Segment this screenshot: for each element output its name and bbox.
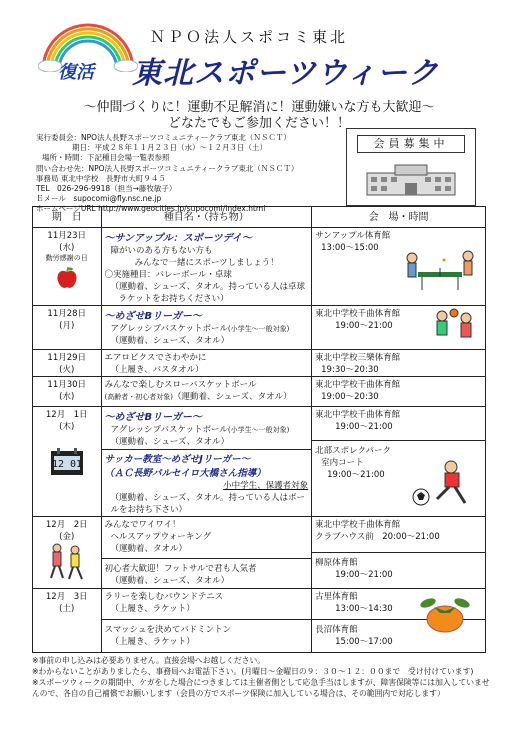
venue-cell xyxy=(312,350,486,377)
school-building-icon xyxy=(365,159,457,199)
venue-time: 19:00〜21:00 xyxy=(335,321,393,331)
event-line: ヘルスアップウォーキング xyxy=(110,532,212,542)
event-title: 〜めざせBリーガー〜 xyxy=(104,412,202,423)
venue-time: 19:00〜21:00 xyxy=(327,470,385,480)
date-cell xyxy=(33,350,102,377)
event-name: アグレッシブバスケットボール xyxy=(110,425,228,435)
info-committee: 実行委員会：NPO法人長野スポーツコミュニティークラブ東北（ＮＳＣＴ） xyxy=(36,133,291,142)
date-cell xyxy=(33,407,102,517)
subtitle-line-1: 〜仲間づくりに！運動不足解消に！運動嫌いな方も大歓迎〜 xyxy=(83,100,435,115)
venue-cell xyxy=(312,589,486,653)
weekday: (金) xyxy=(59,532,75,542)
event-cell xyxy=(101,589,312,653)
venue-name-2: クラブハウス前 xyxy=(315,532,374,542)
schedule-table xyxy=(32,206,486,653)
event-title: サッカー教室〜めざせJリーガー〜 xyxy=(104,454,251,465)
venue-name-2: 室内コート xyxy=(321,458,364,468)
event-line: （運動着、シューズ、タオル。持っている人は卓球 xyxy=(110,282,305,292)
date-cell xyxy=(33,517,102,589)
date-cell xyxy=(33,589,102,653)
event-line: （運動着、シューズ、タオル） xyxy=(110,336,230,346)
venue-time: 20:00〜21:00 xyxy=(382,532,440,542)
event-target: (高齢者・初心者対象) xyxy=(104,393,173,401)
weekday: (水) xyxy=(59,243,75,253)
event-cell xyxy=(101,350,312,377)
event-line xyxy=(105,390,309,402)
svg-text:12 01: 12 01 xyxy=(51,459,82,470)
venue-time: 19:30〜20:30 xyxy=(321,365,379,375)
weekday: (火) xyxy=(59,365,75,375)
event-line: （運動着、シューズ、タオル。持っている人はボー xyxy=(110,493,305,503)
member-recruit-label: 会員募集中 xyxy=(357,135,465,153)
header-event: 種目名・（持ち物） xyxy=(101,207,312,228)
walkers-icon xyxy=(45,542,89,582)
holiday-note: 勤労感謝の日 xyxy=(45,254,88,262)
event-cell xyxy=(101,407,312,517)
event-line: ラケットをお持ちください） xyxy=(118,294,229,304)
table-row xyxy=(33,517,486,589)
notes xyxy=(32,655,492,699)
venue-name: 古里体育館 xyxy=(315,592,358,602)
event-line xyxy=(105,322,309,334)
event-line: 障がいのある方もない方も xyxy=(110,246,213,256)
venue-name: サンアップル体育館 xyxy=(315,231,391,241)
info-office: 事務局 東北中学校 長野市大町９４５ xyxy=(36,173,166,183)
weekday: (木) xyxy=(59,422,75,432)
table-row xyxy=(33,350,486,377)
member-recruit-box xyxy=(346,128,476,206)
note-item: ※スポーツウィークの期間中、ケガをした場合につきましては主催者側として応急手当はしますが、障害保険等には加入していませんので、各自の自己補償でお願いします（会員の方でスポーツ保険に加入している場合は、その範囲内で対応します） xyxy=(32,678,490,698)
event-line: ラリーを楽しむバウンドテニス xyxy=(104,592,224,602)
event-line: （運動着、シューズ、タオル） xyxy=(110,576,230,586)
event-line: ルをお持ち下さい） xyxy=(110,505,188,515)
weekday: (水) xyxy=(59,392,75,402)
header-venue: 会 場・時間 xyxy=(312,207,486,228)
revival-badge: 復活 xyxy=(58,62,94,83)
table-tennis-icon xyxy=(404,246,476,294)
event-items: （運動着、シューズ、タオル） xyxy=(172,392,292,402)
event-cell xyxy=(101,377,312,407)
info-tel: TEL 026-296-9918（担当→藤牧敏子） xyxy=(36,184,177,194)
event-line: みんなで一緒にスポーツしましょう！ xyxy=(134,258,279,268)
table-row xyxy=(33,589,486,653)
event-line: みんなでワイワイ！ xyxy=(104,520,181,530)
date-cell xyxy=(33,228,102,306)
weekday: (月) xyxy=(59,321,75,331)
event-info xyxy=(36,133,298,215)
venue-name: 東北中学校千曲体育館 xyxy=(315,380,401,390)
event-title-2: （ＡＣ長野パルセイロ大橋さん指導） xyxy=(104,468,266,479)
venue-cell xyxy=(312,228,486,306)
venue-cell xyxy=(312,377,486,407)
persimmon-icon xyxy=(420,595,470,633)
date: 12月 2日 xyxy=(45,520,88,530)
venue-cell xyxy=(312,306,486,350)
venue-time: 19:00〜21:00 xyxy=(335,422,393,432)
date: 11月23日 xyxy=(47,231,87,241)
info-period: 期日：平成２８年１１月２３日（水）〜１２月３日（土） xyxy=(72,143,267,153)
apple-icon xyxy=(56,266,78,290)
table-row xyxy=(33,228,486,306)
date: 11月30日 xyxy=(47,380,87,390)
event-line: 初心者大歓迎！フットサルで君も人気者 xyxy=(104,564,257,574)
date-cell xyxy=(33,377,102,407)
venue-name: 東北中学校千曲体育館 xyxy=(315,520,401,530)
venue-name: 東北中学校三樂体育館 xyxy=(315,353,401,363)
event-line xyxy=(105,423,309,435)
event-line: （運動着、シューズ、タオル） xyxy=(110,437,230,447)
event-line: （上履き、ラケット） xyxy=(110,637,195,647)
event-cell xyxy=(101,228,312,306)
venue-line xyxy=(315,530,482,542)
event-target: (小学生〜一般対象) xyxy=(227,325,290,333)
info-homepage[interactable]: ホームページURL http://www.geocities.jp/supocomi/index.html xyxy=(36,204,266,214)
event-line: スマッシュを決めてバドミントン xyxy=(104,625,232,635)
page-title: 東北スポーツウィーク xyxy=(132,56,439,91)
venue-time: 19:00〜21:00 xyxy=(335,570,393,580)
calendar-icon xyxy=(50,448,84,476)
weekday: (土) xyxy=(59,604,75,614)
venue-name: 長沼体育館 xyxy=(315,625,358,635)
event-line: （上履き、ラケット） xyxy=(110,604,195,614)
event-name: アグレッシブバスケットボール xyxy=(110,324,228,334)
table-header-row xyxy=(33,207,486,228)
event-target: (小学生〜一般対象) xyxy=(227,426,290,434)
subtitle-line-2: どなたでもご参加ください！！ xyxy=(167,116,350,131)
date-cell xyxy=(33,306,102,350)
note-item: ※事前の申し込みは必要ありません。直接会場へお越しください。 xyxy=(32,656,266,665)
info-email[interactable]: Ｅメール supocomi@fly.nsc.ne.jp xyxy=(36,194,162,204)
basketball-icon xyxy=(430,308,480,348)
info-contact: 問い合わせ先：NPO法人長野スポーツコミュニティークラブ東北（ＮＳＣＴ） xyxy=(36,163,299,173)
info-place: 場所・時間：下記種目会場一覧表参照 xyxy=(42,153,170,163)
event-cell xyxy=(101,517,312,589)
table-row xyxy=(33,407,486,517)
venue-name: 北部スポレクパーク xyxy=(315,446,391,456)
event-line: みんなで楽しむスローバスケットボール xyxy=(104,380,257,390)
date: 11月28日 xyxy=(47,309,87,319)
venue-time: 19:00〜20:30 xyxy=(321,392,379,402)
date: 12月 1日 xyxy=(45,410,88,420)
date: 11月29日 xyxy=(47,353,87,363)
venue-name: 東北中学校千曲体育館 xyxy=(315,410,401,420)
venue-cell xyxy=(312,517,486,589)
event-title: 〜サンアップル：スポーツデイ〜 xyxy=(104,233,252,244)
venue-time: 13:00〜15:00 xyxy=(321,243,379,253)
event-target: 小中学生、保護者対象 xyxy=(223,481,309,491)
date: 12月 3日 xyxy=(45,592,88,602)
event-line: （上履き、バスタオル） xyxy=(110,365,204,375)
soccer-icon xyxy=(407,459,477,509)
venue-cell xyxy=(312,407,486,517)
table-row xyxy=(33,306,486,350)
venue-time: 15:00〜17:00 xyxy=(335,637,393,647)
table-row xyxy=(33,377,486,407)
venue-name: 柳原体育館 xyxy=(315,558,358,568)
note-item: ※わからないことがありましたら、事務局へお電話下さい。(月曜日〜金曜日の９：３０〜１２：００まで 受け付けています) xyxy=(32,667,474,676)
event-cell xyxy=(101,306,312,350)
event-line: エアロビクスでさわやかに xyxy=(104,353,207,363)
event-title: 〜めざせBリーガー〜 xyxy=(104,311,202,322)
org-name: ＮＰＯ法人スポコミ東北 xyxy=(150,28,349,46)
event-line: （運動着、タオル） xyxy=(110,544,188,554)
header-date: 期 日 xyxy=(33,207,102,228)
venue-time: 13:00〜14:30 xyxy=(335,604,393,614)
event-line: 〇実施種目：バレーボール・卓球 xyxy=(104,270,232,280)
venue-name: 東北中学校千曲体育館 xyxy=(315,309,401,319)
